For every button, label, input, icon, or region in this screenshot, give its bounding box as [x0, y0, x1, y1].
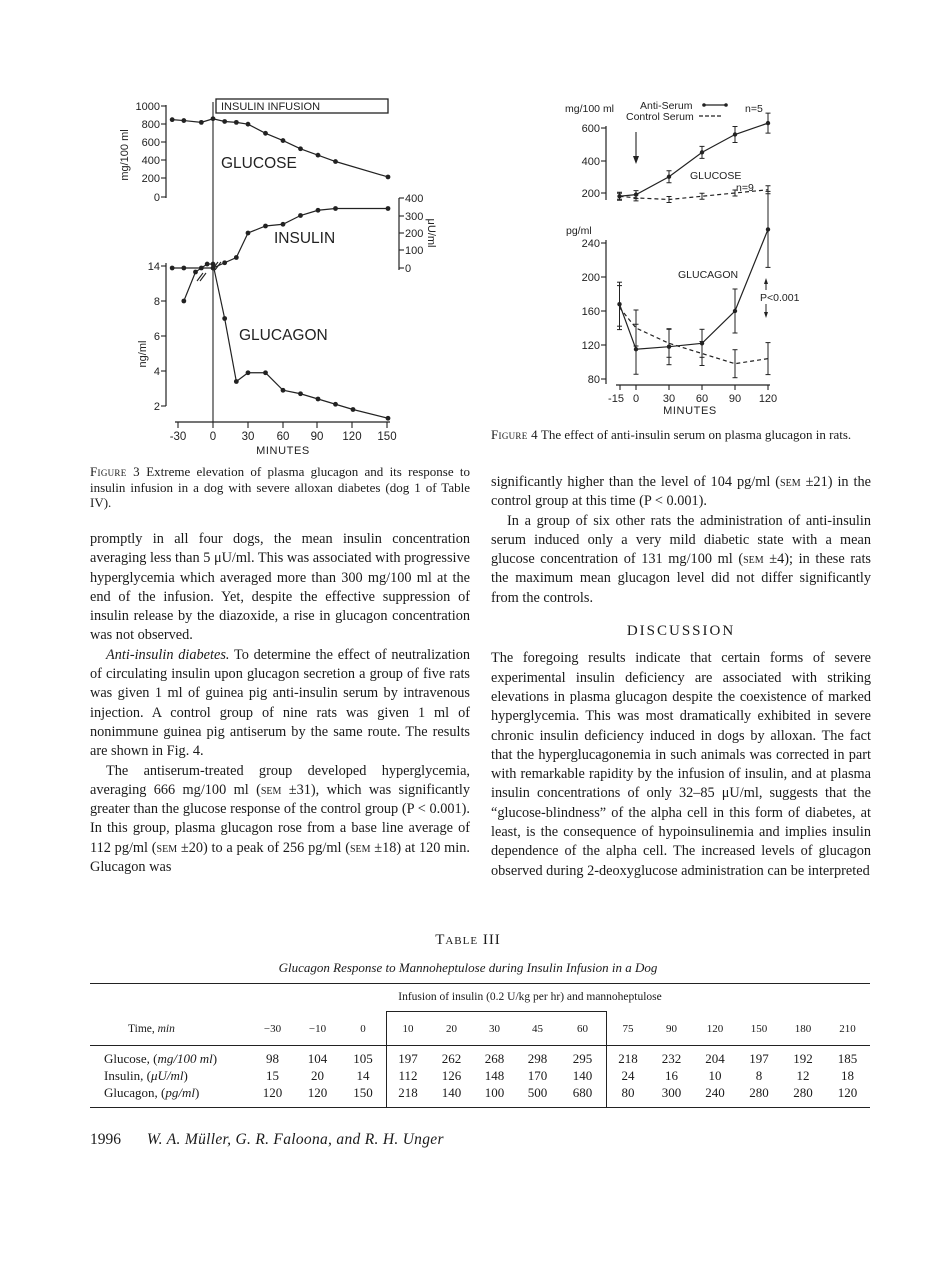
- table-header-cell: 90: [666, 1023, 677, 1035]
- fig4-control-glucagon-line: [620, 308, 769, 364]
- fig4-p-label: P<0.001: [760, 292, 800, 304]
- table-cell: 20: [311, 1067, 324, 1083]
- left-p3-a: The antiserum-treated group developed hyperglycemia, averaging 666 mg/100 ml (: [90, 762, 470, 798]
- table-cell: 280: [749, 1084, 769, 1100]
- table-header-cell: 60: [577, 1023, 588, 1035]
- fig4-legend-control: Control Serum: [626, 111, 694, 123]
- fig3-ins-tick: 400: [405, 193, 424, 205]
- table-cell: 112: [398, 1067, 418, 1083]
- table-cell: 10: [708, 1067, 722, 1083]
- fig3-glucose-point: [181, 118, 186, 123]
- fig3-glucose-point: [170, 117, 175, 122]
- table-header-cell: 180: [794, 1023, 812, 1035]
- fig3-banner: INSULIN INFUSION: [221, 101, 321, 113]
- table-row: [90, 1067, 870, 1084]
- table-3-grid: [90, 1019, 870, 1101]
- left-column: [90, 530, 470, 877]
- fig3-insulin-point: [263, 224, 268, 229]
- left-p3-sem: sem: [156, 839, 178, 856]
- fig3-glucagon-point: [386, 416, 391, 421]
- fig4-glc-tick: 160: [581, 306, 600, 318]
- table-3: [90, 983, 870, 1100]
- left-p3-sem: sem: [260, 781, 282, 798]
- fig3-glu-tick: 0: [153, 192, 160, 204]
- table-cell: 300: [661, 1084, 682, 1100]
- table-cell: 204: [705, 1050, 725, 1066]
- time-unit: min: [157, 1023, 175, 1035]
- table-header-cell: 0: [360, 1023, 366, 1035]
- fig4-glucose-label: GLUCOSE: [690, 170, 742, 182]
- fig3-glucose-point: [281, 138, 286, 143]
- table-cell: 150: [353, 1084, 373, 1100]
- figure-4: [560, 92, 820, 422]
- table-header-cell: 75: [622, 1023, 634, 1035]
- left-p3-c: ±20) to a peak of 256 pg/ml (: [177, 839, 350, 856]
- fig3-x-tick: -30: [169, 431, 187, 443]
- fig4-glc-tick: 80: [587, 374, 600, 386]
- left-p3-sem: sem: [349, 839, 371, 856]
- fig3-glucose-point: [316, 153, 321, 158]
- fig3-glucagon-point: [222, 316, 227, 321]
- table-cell: 105: [353, 1050, 373, 1066]
- fig4-glu-tick: 600: [581, 123, 600, 135]
- right-p1-sem: sem: [780, 474, 801, 490]
- fig3-caption-label: Figure 3: [90, 464, 140, 479]
- fig3-glc-axis-label: ng/ml: [137, 340, 149, 368]
- figure-3: [100, 90, 435, 460]
- fig3-ins-tick: 100: [405, 245, 424, 257]
- table-header-cell: 10: [402, 1023, 414, 1035]
- fig3-glu-tick: 1000: [135, 101, 160, 113]
- fig3-glucose-point: [222, 119, 227, 124]
- fig3-x-tick: 0: [209, 431, 217, 443]
- fig3-glc-tick: 4: [153, 366, 160, 378]
- fig4-anti-glucagon-point: [733, 309, 737, 313]
- table-header-cell: −30: [263, 1023, 282, 1035]
- fig3-insulin-point: [234, 255, 239, 260]
- table-cell: 197: [398, 1050, 418, 1066]
- fig3-ins-tick: 200: [405, 228, 424, 240]
- fig3-x-tick: 150: [377, 431, 397, 443]
- fig3-glucagon-label: GLUCAGON: [239, 327, 328, 344]
- table-cell: 262: [441, 1050, 462, 1066]
- table-header-cell: 45: [532, 1023, 543, 1035]
- table-cell: 120: [307, 1084, 328, 1100]
- table-cell: 12: [796, 1067, 810, 1083]
- table-cell: 140: [572, 1067, 593, 1083]
- fig3-glu-tick: 400: [141, 155, 160, 167]
- fig3-x-tick: 120: [342, 431, 362, 443]
- table-cell: 500: [527, 1084, 548, 1100]
- fig4-glucagon-label: GLUCAGON: [678, 269, 739, 281]
- fig3-insulin-point: [170, 266, 175, 271]
- fig3-glu-tick: 200: [141, 173, 160, 185]
- fig4-anti-glucose-point: [667, 175, 671, 179]
- fig3-glucagon-point: [205, 262, 210, 267]
- left-paragraph-1: promptly in all four dogs, the mean insulin concentration averaging less than 5 μU/ml. This was associated with progressive hyperglycemia which averaged more than 300 mg/100 ml at the end of the infusion. Yet, despite the effective suppression of insulin release by the diazoxide, a rise in glucagon concentration was not observed.: [90, 531, 470, 644]
- table-cell: 268: [484, 1050, 505, 1066]
- fig4-anti-glucose-point: [700, 150, 704, 154]
- fig3-glu-tick: 600: [141, 137, 160, 149]
- fig3-x-tick: 30: [241, 431, 255, 443]
- fig4-x-tick: -15: [608, 393, 624, 405]
- table-3-span-header: Infusion of insulin (0.2 U/kg per hr) and mannoheptulose: [398, 991, 662, 1003]
- fig3-x-label: MINUTES: [256, 445, 310, 457]
- table-cell: 126: [441, 1067, 462, 1083]
- table-cell: 197: [749, 1050, 769, 1066]
- right-paragraph-1: [491, 473, 871, 512]
- fig4-glc-tick: 240: [581, 238, 600, 250]
- table-header-cell: 150: [750, 1023, 768, 1035]
- fig3-insulin-point: [333, 206, 338, 211]
- fig3-glucose-point: [386, 175, 391, 180]
- right-p2-b: ±4); in these rats the maximum mean glucagon level did not differ significantly from the controls.: [491, 551, 871, 606]
- page-footer: [90, 1131, 444, 1149]
- table-row-label: Glucose, (mg/100 ml): [104, 1050, 218, 1066]
- fig3-glucagon-point: [193, 270, 198, 275]
- fig4-anti-glucagon-point: [667, 345, 671, 349]
- table-row: [90, 1084, 870, 1101]
- left-paragraph-2: [90, 646, 470, 762]
- page-number: 1996: [90, 1131, 121, 1148]
- fig4-glc-axis-label: pg/ml: [566, 225, 592, 237]
- fig3-glucagon-point: [263, 370, 268, 375]
- fig4-glu-axis-label: mg/100 ml: [565, 103, 615, 115]
- table-row: [90, 1050, 870, 1067]
- table-cell: 680: [572, 1084, 593, 1100]
- fig3-glc-tick: 6: [153, 331, 160, 343]
- fig3-x-tick: 60: [276, 431, 290, 443]
- fig4-anti-glucose-point: [634, 192, 638, 196]
- table-cell: 18: [841, 1067, 854, 1083]
- fig4-n5-label: n=5: [745, 103, 763, 115]
- fig4-legend-anti: Anti-Serum: [640, 100, 693, 112]
- table-header-time: Time, min: [128, 1023, 175, 1035]
- fig4-n9-label: n=9: [736, 182, 754, 194]
- fig3-glucose-point: [246, 122, 251, 127]
- fig4-anti-glucose-point: [766, 121, 770, 125]
- fig4-x-tick: 0: [632, 393, 640, 405]
- table-cell: 298: [527, 1050, 548, 1066]
- table-cell: 8: [755, 1067, 763, 1083]
- table-header-cell: −10: [308, 1023, 327, 1035]
- table-cell: 15: [266, 1067, 279, 1083]
- table-cell: 120: [837, 1084, 858, 1100]
- table-cell: 98: [266, 1050, 279, 1066]
- right-column: [491, 473, 871, 881]
- fig3-insulin-point: [246, 231, 251, 236]
- table-header-cell: 30: [489, 1023, 500, 1035]
- fig3-ins-tick: 300: [405, 211, 424, 223]
- fig3-insulin-label: INSULIN: [274, 230, 336, 247]
- table-cell: 170: [527, 1067, 548, 1083]
- table-cell: 140: [441, 1084, 462, 1100]
- table-cell: 14: [356, 1067, 370, 1083]
- fig4-x-tick: 30: [662, 393, 676, 405]
- fig4-glc-tick: 120: [581, 340, 600, 352]
- table-row-label: Glucagon, (pg/ml): [104, 1084, 200, 1100]
- fig3-caption-text: Extreme elevation of plasma glucagon and its response to insulin infusion in a dog with severe alloxan diabetes (dog 1 of Table IV).: [90, 464, 470, 510]
- table-cell: 232: [661, 1050, 682, 1066]
- table-cell: 80: [621, 1084, 635, 1100]
- table-cell: 218: [618, 1050, 638, 1066]
- fig3-caption: [90, 464, 470, 511]
- table-3-title: Table III: [435, 932, 501, 948]
- left-paragraph-2-heading: Anti-insulin diabetes.: [106, 646, 230, 663]
- table-header-cell: 120: [706, 1023, 724, 1035]
- fig3-glucagon-point: [333, 402, 338, 407]
- fig4-anti-glucagon-point: [700, 341, 704, 345]
- left-p3-d: ±18) at 120 min. Glucagon was: [90, 839, 471, 876]
- fig3-glucose-point: [234, 120, 239, 125]
- fig3-glucagon-point: [298, 391, 303, 396]
- fig3-glucagon-point: [316, 397, 321, 402]
- fig3-glc-tick: 8: [153, 296, 160, 308]
- left-paragraph-2-text: To determine the effect of neutralization of circulating insulin upon glucagon secretion a group of five rats was given 1 ml of guinea pig anti-insulin serum by intravenous injection. A control group of nine rats was given 1 ml of nonimmune guinea pig antiserum by the same route. The results are shown in Fig. 4.: [90, 646, 470, 760]
- table-cell: 192: [793, 1050, 813, 1066]
- left-paragraph-3: [90, 762, 470, 878]
- fig4-x-tick: 120: [758, 393, 778, 405]
- fig4-legend-anti-swatch: [702, 103, 728, 107]
- fig3-glc-tick: 14: [147, 261, 160, 273]
- fig3-glucose-label: GLUCOSE: [221, 155, 297, 172]
- fig4-anti-glucagon-point: [766, 227, 770, 231]
- table-header-row: [90, 1019, 870, 1039]
- fig4-x-tick: 60: [695, 393, 709, 405]
- right-paragraph-3: The foregoing results indicate that certain forms of severe experimental insulin deficiency are associated with striking elevations in plasma glucagon despite the coexistence of marked hyperglycemia. This was most dramatically exhibited in severe chronic insulin deficiency induced in dogs by alloxan. The fact that the hyperglucagonemia in such animals was corrected in part with remarkable rapidity by the infusion of insulin, and at plasma insulin concentrations of only 32–85 μU/ml, suggests that the “glucose-blindness” of the alpha cell in this form of diabetes, at least, is the consequence of hypoinsulinemia and implies insulin dependence of the alpha cell. The increased levels of glucagon observed during 2-deoxyglucose administration can be interpreted: [491, 650, 871, 879]
- fig3-glucagon-point: [211, 262, 216, 267]
- table-header-cell: 20: [446, 1023, 457, 1035]
- fig4-caption-label: Figure 4: [491, 427, 538, 442]
- table-cell: 104: [307, 1050, 328, 1066]
- table-cell: 295: [572, 1050, 593, 1066]
- fig3-ins-axis-label: μU/ml: [425, 218, 437, 248]
- fig4-x-label: MINUTES: [663, 405, 717, 417]
- fig4-glu-tick: 400: [581, 156, 600, 168]
- fig4-anti-glucose-point: [617, 194, 621, 198]
- fig4-x-tick: 90: [728, 393, 742, 405]
- fig3-glucose-point: [211, 116, 216, 121]
- right-p1-b: ±21) in the control group at this time (P < 0.001).: [491, 474, 871, 510]
- fig4-caption-text: The effect of anti-insulin serum on plasma glucagon in rats.: [540, 427, 852, 442]
- right-p2-sem: sem: [743, 551, 764, 568]
- fig3-glucagon-point: [281, 388, 286, 393]
- fig3-insulin-point: [199, 266, 204, 271]
- fig4-anti-glucagon-line: [620, 229, 769, 349]
- table-cell: 120: [262, 1084, 283, 1100]
- fig4-glu-tick: 200: [581, 188, 600, 200]
- fig3-x-tick: 90: [310, 431, 324, 443]
- table-cell: 185: [837, 1050, 858, 1066]
- footer-authors: W. A. Müller, G. R. Faloona, and R. H. Unger: [146, 1131, 444, 1148]
- right-p1-a: significantly higher than the level of 104 pg/ml (: [491, 474, 781, 490]
- fig4-anti-glucose-point: [733, 132, 737, 136]
- fig4-glc-tick: 200: [581, 272, 600, 284]
- fig3-glucagon-point: [234, 379, 239, 384]
- table-cell: 24: [621, 1067, 635, 1083]
- fig3-glucose-point: [199, 120, 204, 125]
- fig3-glucagon-point: [246, 370, 251, 375]
- fig3-glucagon-point: [181, 299, 186, 304]
- table-cell: 218: [398, 1084, 418, 1100]
- table-cell: 280: [793, 1084, 813, 1100]
- fig3-glucose-point: [263, 131, 268, 136]
- table-row-label: Insulin, (μU/ml): [104, 1067, 188, 1083]
- right-p2-a: In a group of six other rats the administration of anti-insulin serum induced only a very mild diabetic state with a mean glucose concentration of 131 mg/100 ml (: [491, 512, 871, 568]
- fig3-insulin-point: [298, 213, 303, 218]
- fig4-anti-glucagon-point: [634, 347, 638, 351]
- fig3-glu-axis-label: mg/100 ml: [119, 129, 131, 181]
- fig4-caption: [491, 427, 871, 443]
- fig3-glucagon-point: [351, 407, 356, 412]
- discussion-heading: DISCUSSION: [626, 623, 736, 640]
- fig3-glc-tick: 2: [153, 401, 160, 413]
- fig3-glucose-point: [298, 146, 303, 151]
- fig4-anti-glucagon-point: [617, 302, 621, 306]
- fig3-insulin-point: [316, 208, 321, 213]
- table-3-subtitle: Glucagon Response to Mannoheptulose during Insulin Infusion in a Dog: [278, 960, 658, 975]
- right-paragraph-2: [491, 512, 871, 608]
- table-header-cell: 210: [839, 1023, 856, 1035]
- table-cell: 100: [484, 1084, 505, 1100]
- table-cell: 16: [665, 1067, 678, 1083]
- table-cell: 148: [484, 1067, 505, 1083]
- fig3-insulin-point: [222, 260, 227, 265]
- fig3-insulin-point: [281, 222, 286, 227]
- left-p3-b: ±31), which was significantly greater than the glucose response of the control group (P < 0.001). In this group, plasma glucagon rose from a base line average of 112 pg/ml (: [90, 781, 470, 856]
- fig3-insulin-point: [181, 266, 186, 271]
- fig3-glu-tick: 800: [141, 119, 160, 131]
- fig3-ins-tick: 0: [405, 263, 412, 275]
- fig3-glucose-point: [333, 159, 338, 164]
- fig3-insulin-point: [386, 206, 391, 211]
- table-cell: 240: [705, 1084, 725, 1100]
